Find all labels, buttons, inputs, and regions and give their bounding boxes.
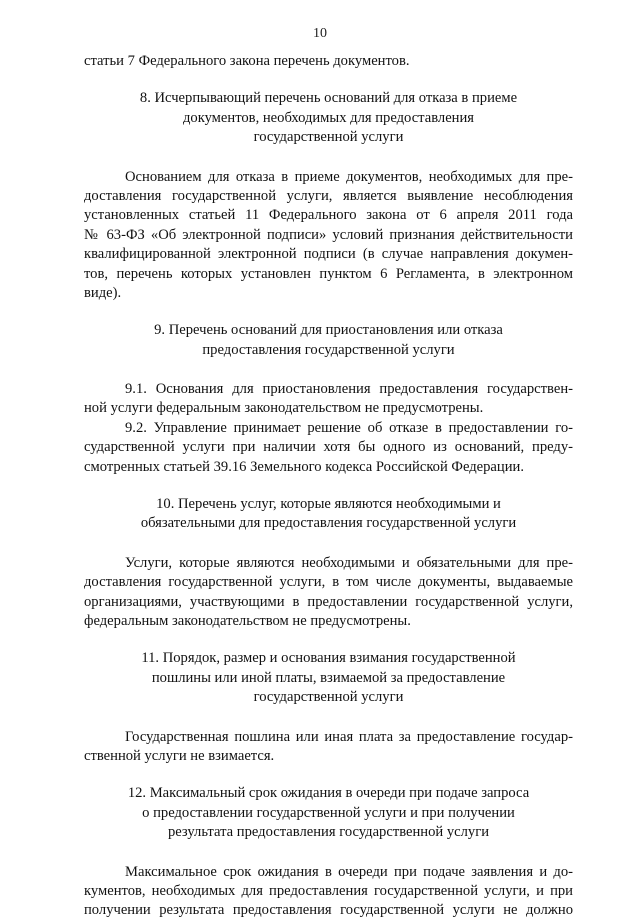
heading-line: 11. Порядок, размер и основания взимания государственной: [141, 650, 516, 667]
paragraph-line: сударственной услуги при наличии хотя бы одного из оснований, преду-: [84, 439, 573, 456]
page-number: 10: [313, 26, 327, 41]
paragraph-line: Услуги, которые являются необходимыми и обязательными для пре-: [125, 554, 573, 571]
paragraph-line: кументов, необходимых для предоставления государственной услуги, и при: [84, 882, 573, 899]
section-10-paragraph: [84, 554, 573, 632]
paragraph-line: доставления государственной услуги, в том числе документы, выдаваемые: [84, 574, 573, 591]
paragraph-line: организациями, участвующими в предоставлении государственной услуги,: [84, 593, 573, 610]
paragraph-line: доставления государственной услуги, является выявление несоблюдения: [84, 187, 573, 204]
section-8: [84, 89, 573, 303]
paragraph-line: ной услуги федеральным законодательством не предусмотрены.: [84, 400, 484, 417]
lead-paragraph: [84, 52, 573, 71]
paragraph-line: Государственная пошлина или иная плата за предоставление государ-: [125, 728, 573, 745]
paragraph-line: № 63-ФЗ «Об электронной подписи» условий признания действительности: [84, 226, 573, 243]
heading-line: о предоставлении государственной услуги и при получении: [142, 804, 515, 821]
paragraph-line: Максимальное срок ожидания в очереди при подаче заявления и до-: [125, 863, 573, 880]
paragraph-line: квалифицированной электронной подписи (в случае направления докумен-: [84, 246, 573, 263]
paragraph-line: смотренных статьей 39.16 Земельного кодекса Российской Федерации.: [84, 458, 524, 475]
section-12: [84, 784, 573, 920]
paragraph-line: статьи 7 Федерального закона перечень документов.: [84, 53, 410, 69]
section-10: [84, 495, 573, 631]
section-11: [84, 649, 573, 766]
page-content: [84, 52, 573, 921]
heading-line: государственной услуги: [253, 689, 404, 706]
section-8-paragraph: [84, 168, 573, 304]
heading-line: документов, необходимых для предоставления: [182, 109, 475, 126]
section-11-paragraph: [84, 728, 573, 767]
heading-line: 10. Перечень услуг, которые являются необходимыми и: [156, 496, 501, 513]
section-9-paragraph-1: [84, 380, 573, 419]
paragraph-line: 9.1. Основания для приостановления предоставления государствен-: [125, 381, 573, 398]
section-10-heading: [84, 495, 573, 534]
section-9-heading: [84, 321, 573, 360]
paragraph-line: ственной услуги не взимается.: [84, 747, 275, 764]
heading-line: пошлины или иной платы, взимаемой за предоставление: [151, 669, 506, 686]
heading-line: 9. Перечень оснований для приостановления или отказа: [154, 322, 503, 339]
section-8-heading: [84, 89, 573, 147]
paragraph-line: получении результата предоставления государственной услуги не должно: [84, 902, 573, 919]
section-9-paragraph-2: [84, 419, 573, 477]
heading-line: результата предоставления государственной услуги: [167, 824, 490, 841]
paragraph-line: виде).: [84, 284, 122, 301]
paragraph-line: установленных статьей 11 Федерального закона от 6 апреля 2011 года: [84, 207, 573, 224]
heading-line: 12. Максимальный срок ожидания в очереди при подаче запроса: [127, 785, 530, 802]
paragraph-line: тов, перечень которых установлен пунктом 6 Регламента, в электронном: [84, 265, 573, 282]
section-12-paragraph: [84, 863, 573, 921]
heading-line: государственной услуги: [253, 129, 404, 146]
paragraph-line: 9.2. Управление принимает решение об отказе в предоставлении го-: [125, 419, 573, 436]
heading-line: 8. Исчерпывающий перечень оснований для отказа в приеме: [139, 90, 518, 107]
heading-line: предоставления государственной услуги: [202, 341, 455, 358]
paragraph-line: Основанием для отказа в приеме документов, необходимых для пре-: [125, 168, 573, 185]
section-12-heading: [84, 784, 573, 842]
section-9: [84, 321, 573, 477]
paragraph-line: федеральным законодательством не предусмотрены.: [84, 612, 411, 629]
heading-line: обязательными для предоставления государственной услуги: [140, 515, 517, 532]
section-11-heading: [84, 649, 573, 707]
